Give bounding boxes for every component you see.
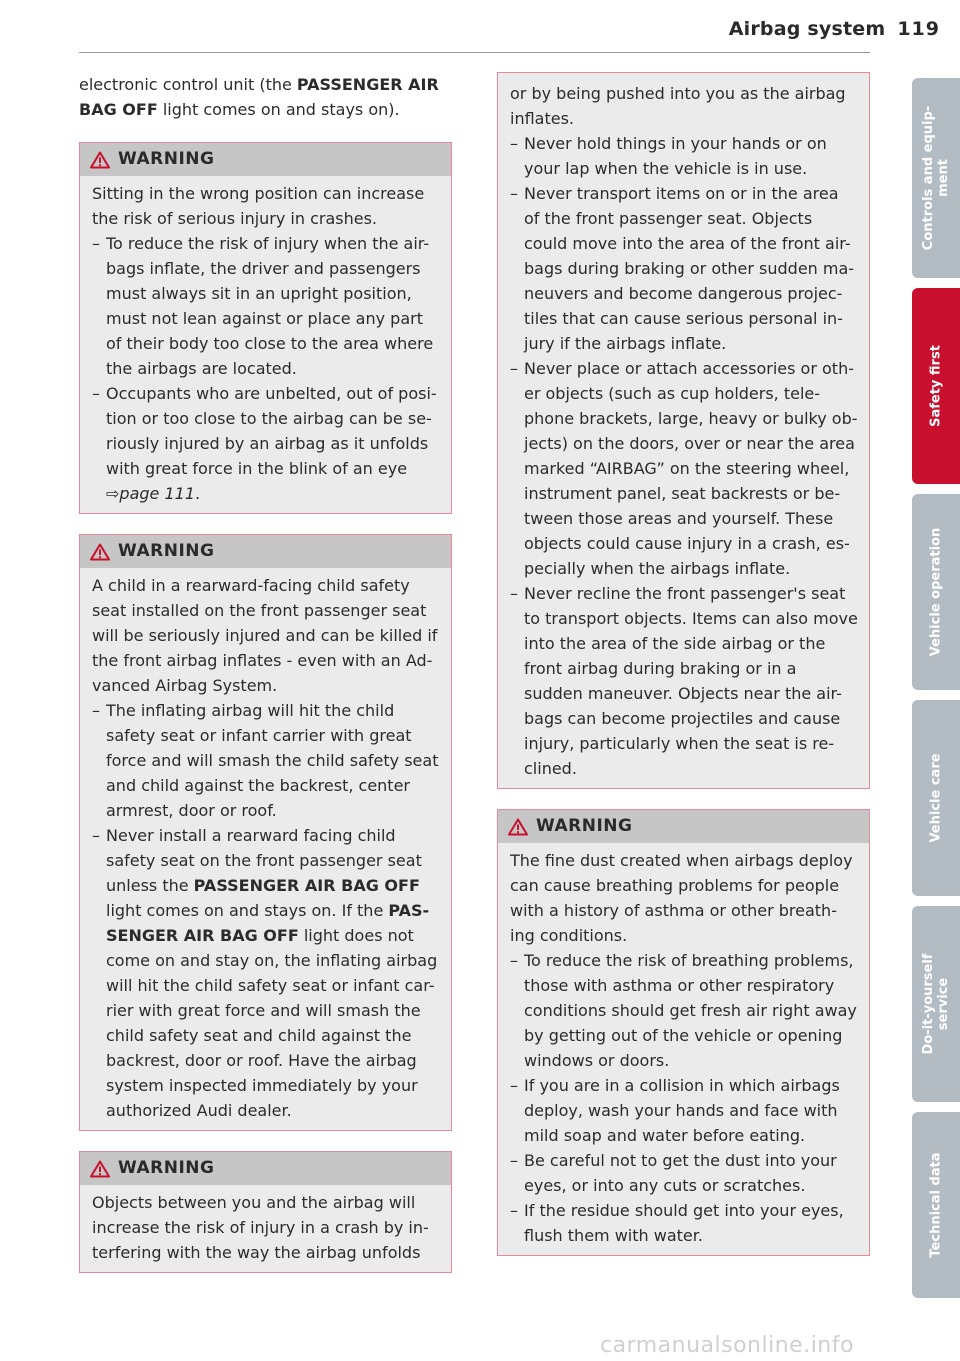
text-segment: electronic control unit (the [79,75,297,94]
header-rule [79,52,870,53]
warning-triangle-icon [90,543,110,561]
list-item [92,823,441,1123]
warning-header [80,1152,451,1185]
list-item [510,1148,859,1198]
tab-label: Controls and equip- ment [921,105,951,251]
warning-paragraph: Objects between you and the airbag will increase the risk of injury in a crash by in-terfering with the way the airbag unfolds [92,1193,429,1262]
text-segment: Never install a rearward facing child safety seat on the front passenger seat unless the [106,826,422,895]
tab-label: Safety first [928,345,944,427]
section-title: Airbag system [728,18,886,40]
bold-text: PASSENGER AIR BAG OFF [79,75,439,119]
text-segment: If the residue should get into your eyes, flush them with water. [524,1201,844,1245]
chapter-tab-safety[interactable] [912,288,960,484]
bold-text: PASSENGER AIR BAG OFF [193,876,420,895]
warning-box-3 [79,1151,452,1273]
text-segment: Never recline the front passenger's seat to transport objects. Items can also move into the area of the side airbag or the front airbag during braking or in a sudden maneuver. Objects near the air-bags can become projectiles and cause injury, particularly when the seat is re-clined. [524,584,858,778]
warning-paragraph: A child in a rearward-facing child safety seat installed on the front passenger seat will be seriously injured and can be killed if the front airbag inflates - even with an Ad-vanced Airbag System. [92,576,438,695]
intro-paragraph [79,72,452,122]
chapter-tab-vehicle-operation[interactable] [912,494,960,690]
warning-paragraph: or by being pushed into you as the airbag inflates. [510,84,846,128]
list-item [510,356,859,581]
warning-body [498,843,869,1255]
warning-label: WARNING [536,816,633,836]
list-item [510,181,859,356]
warning-paragraph: The fine dust created when airbags deploy can cause breathing problems for people with a history of asthma or other breath-ing conditions. [510,851,853,945]
warning-paragraph: Sitting in the wrong position can increase the risk of serious injury in crashes. [92,184,425,228]
text-segment: The inflating airbag will hit the child safety seat or infant carrier with great force and will smash the child safety seat and child against the backrest, center armrest, door or roof. [106,701,439,820]
list-item [92,381,441,506]
warning-body [80,176,451,513]
warning-body [80,568,451,1130]
text-segment: Be careful not to get the dust into your eyes, or into any cuts or scratches. [524,1151,837,1195]
list-item [510,581,859,781]
text-segment: Occupants who are unbelted, out of posi-tion or too close to the airbag can be se-riously injured by an airbag as it unfolds with great force in the blink of an eye [106,384,437,478]
tab-label: Do-it-yourself service [921,953,951,1055]
list-item [92,231,441,381]
warning-triangle-icon [90,151,110,169]
list-item [92,698,441,823]
text-segment: light does not come on and stay on, the inflating airbag will hit the child safety seat or infant car-rier with great force and will smash the child safety seat and child against the backrest, door or roof. Have the airbag system inspected immediately by your authorized Audi dealer. [106,926,438,1120]
warning-body [498,73,869,788]
tab-label: Technical data [928,1152,944,1258]
list-item [510,1073,859,1148]
warning-box-1 [79,142,452,514]
warning-triangle-icon [508,818,528,836]
warning-label: WARNING [118,541,215,561]
chapter-tab-diy-service[interactable] [912,906,960,1102]
chapter-tab-vehicle-care[interactable] [912,700,960,896]
text-segment: To reduce the risk of injury when the air-bags inflate, the driver and passengers must always sit in an upright position, must not lean against or place any part of their body too close to the area where the airbags are located. [106,234,434,378]
page-number: 119 [897,18,940,40]
text-segment: light comes on and stays on). [157,100,400,119]
warning-box-continued [497,72,870,789]
list-item [510,948,859,1073]
tab-label: Vehicle operation [928,527,944,657]
text-segment: light comes on and stays on. If the [106,901,389,920]
tab-label: Vehicle care [928,753,944,843]
warning-triangle-icon [90,1160,110,1178]
chapter-tab-controls[interactable] [912,78,960,278]
warning-body [80,1185,451,1272]
warning-label: WARNING [118,149,215,169]
text-segment: Never transport items on or in the area of the front passenger seat. Objects could move into the area of the front air-bags during braking or other sudden ma-neuvers and become dangerous projec-tiles that can cause serious personal in-jury if the airbags inflate. [524,184,855,353]
warning-header [80,143,451,176]
text-segment: . [195,484,201,503]
right-column [497,72,870,1256]
chapter-tab-technical-data[interactable] [912,1112,960,1298]
warning-header [80,535,451,568]
text-segment: Never hold things in your hands or on your lap when the vehicle is in use. [524,134,827,178]
list-item [510,131,859,181]
watermark: carmanualsonline.info [600,1333,854,1358]
bold-text: PAS-SENGER AIR BAG OFF [106,901,430,945]
warning-header [498,810,869,843]
page-reference[interactable]: ⇨page 111 [106,484,195,503]
page-header [500,18,940,40]
text-segment: If you are in a collision in which airbags deploy, wash your hands and face with mild soap and water before eating. [524,1076,840,1145]
warning-label: WARNING [118,1158,215,1178]
list-item [510,1198,859,1248]
warning-box-2 [79,534,452,1131]
text-segment: Never place or attach accessories or oth-er objects (such as cup holders, tele-phone brackets, large, heavy or bulky ob-jects) on the doors, over or near the area marked “AIRBAG” on the steering wheel, instrument panel, seat backrests or be-tween those areas and yourself. These objects could cause injury in a crash, es-pecially when the airbags inflate. [524,359,858,578]
text-segment: To reduce the risk of breathing problems, those with asthma or other respiratory conditions should get fresh air right away by getting out of the vehicle or opening windows or doors. [524,951,857,1070]
left-column [79,72,452,1273]
warning-box-4 [497,809,870,1256]
